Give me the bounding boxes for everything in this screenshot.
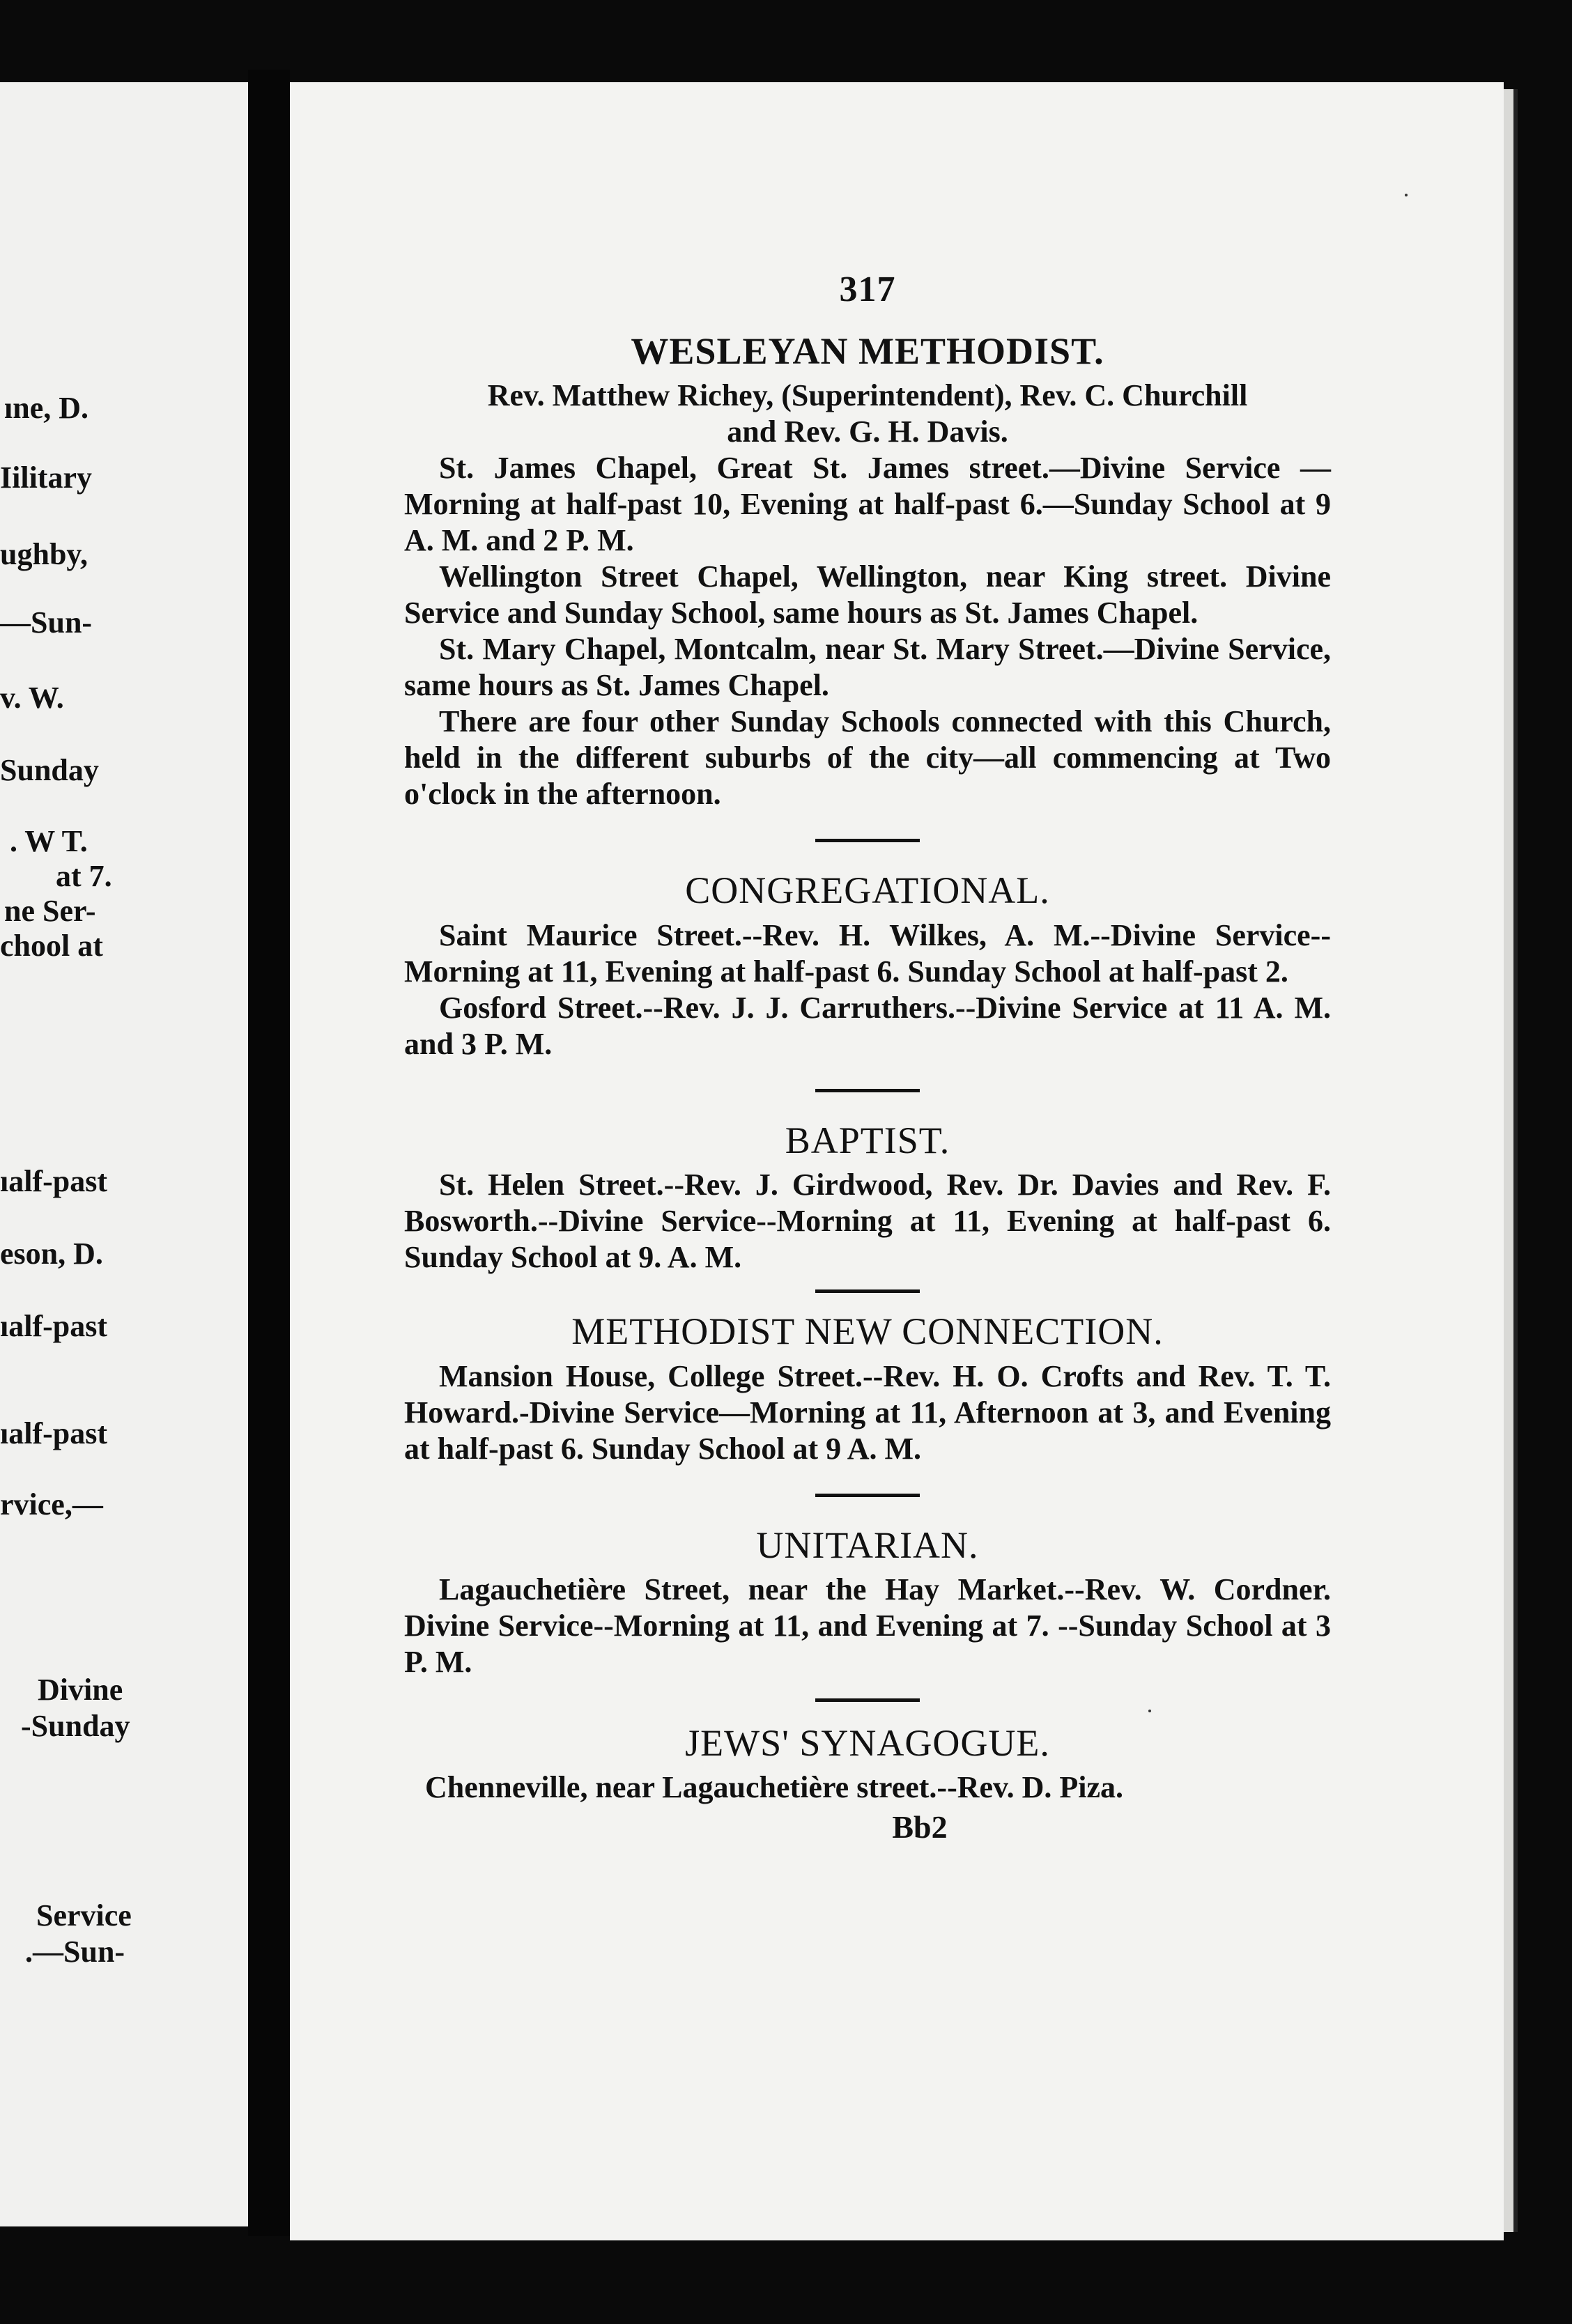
section-divider <box>815 1289 920 1293</box>
left-fragment: ıalf-past <box>0 1416 107 1450</box>
section-title: CONGREGATIONAL. <box>685 869 1050 912</box>
left-fragment: Service <box>36 1898 132 1932</box>
section-divider <box>815 1698 920 1702</box>
section-congregational <box>404 870 1331 1062</box>
left-fragment: ıne, D. <box>4 391 88 425</box>
section-methodist-new-connection <box>404 1311 1331 1466</box>
section-baptist <box>404 1120 1331 1276</box>
paragraph: Saint Maurice Street.--Rev. H. Wilkes, A. M.--Divine Service--Morning at 11, Evening at half-past 6. Sunday School at half-past 2. <box>404 917 1331 989</box>
page-content <box>404 269 1331 1845</box>
book-gutter <box>248 70 290 2236</box>
left-fragment: . W T. <box>10 824 88 858</box>
left-fragment: Sunday <box>0 753 99 787</box>
left-fragment: Divine <box>38 1673 123 1707</box>
section-title: WESLEYAN METHODIST. <box>631 330 1104 372</box>
section-title: UNITARIAN. <box>756 1524 979 1566</box>
paragraph: Mansion House, College Street.--Rev. H. O. Crofts and Rev. T. T. Howard.-Divine Service—Morning at 11, Afternoon at 3, and Evening at half-past 6. Sunday School at 9 A. M. <box>404 1358 1331 1466</box>
paragraph: St. Helen Street.--Rev. J. Girdwood, Rev. Dr. Davies and Rev. F. Bosworth.--Divine Service--Morning at 11, Evening at half-past 6. Sunday School at 9. A. M. <box>404 1168 1331 1275</box>
section-title: JEWS' SYNAGOGUE. <box>685 1721 1050 1764</box>
section-divider <box>815 1494 920 1497</box>
section-wesleyan-methodist <box>404 331 1331 812</box>
section-jews-synagogue <box>404 1723 1331 1806</box>
section-divider <box>815 839 920 842</box>
left-fragment: at 7. <box>56 859 112 893</box>
paragraph: Wellington Street Chapel, Wellington, near King street. Divine Service and Sunday School, same hours as St. James Chapel. <box>404 559 1331 630</box>
left-fragment: rvice,— <box>0 1487 103 1521</box>
section-divider <box>815 1089 920 1092</box>
main-page <box>290 82 1504 2240</box>
section-title: BAPTIST. <box>785 1119 950 1161</box>
ministers-line: and Rev. G. H. Davis. <box>727 415 1008 449</box>
page-number: 317 <box>839 270 896 309</box>
left-fragment: ıalf-past <box>0 1309 107 1343</box>
left-fragment: chool at <box>0 929 103 963</box>
paragraph: Lagauchetière Street, near the Hay Market.--Rev. W. Cordner. Divine Service--Morning at 11, and Evening at 7. --Sunday School at 3 P. M. <box>404 1572 1331 1679</box>
left-fragment: ne Ser- <box>4 894 96 928</box>
paragraph: Chenneville, near Lagauchetière street.--Rev. D. Piza. <box>425 1770 1124 1805</box>
paragraph: There are four other Sunday Schools connected with this Church, held in the different suburbs of the city—all commencing at Two o'clock in the afternoon. <box>404 704 1331 812</box>
left-fragment: -Sunday <box>21 1709 130 1743</box>
left-fragment: ıalf-past <box>0 1164 107 1198</box>
paragraph: St. Mary Chapel, Montcalm, near St. Mary Street.—Divine Service, same hours as St. James Chapel. <box>404 632 1331 703</box>
left-fragment: .—Sun- <box>25 1935 125 1969</box>
section-unitarian <box>404 1525 1331 1680</box>
left-fragment: v. W. <box>0 681 64 715</box>
left-fragment: Iilitary <box>0 460 92 495</box>
left-facing-page <box>0 82 248 2226</box>
page-edge <box>1504 89 1518 2232</box>
section-title: METHODIST NEW CONNECTION. <box>571 1310 1164 1353</box>
printer-signature-mark: Bb2 <box>892 1809 948 1845</box>
ministers-line: Rev. Matthew Richey, (Superintendent), Rev. C. Churchill <box>487 378 1248 413</box>
paragraph: St. James Chapel, Great St. James street.—Divine Service —Morning at half-past 10, Evening at half-past 6.—Sunday School at 9 A. M. and 2 P. M. <box>404 451 1331 558</box>
left-fragment: —Sun- <box>0 605 93 640</box>
left-fragment: ughby, <box>0 537 88 571</box>
paper-speck <box>1405 194 1408 196</box>
left-fragment: eson, D. <box>0 1237 103 1271</box>
paragraph: Gosford Street.--Rev. J. J. Carruthers.--Divine Service at 11 A. M. and 3 P. M. <box>404 990 1331 1061</box>
